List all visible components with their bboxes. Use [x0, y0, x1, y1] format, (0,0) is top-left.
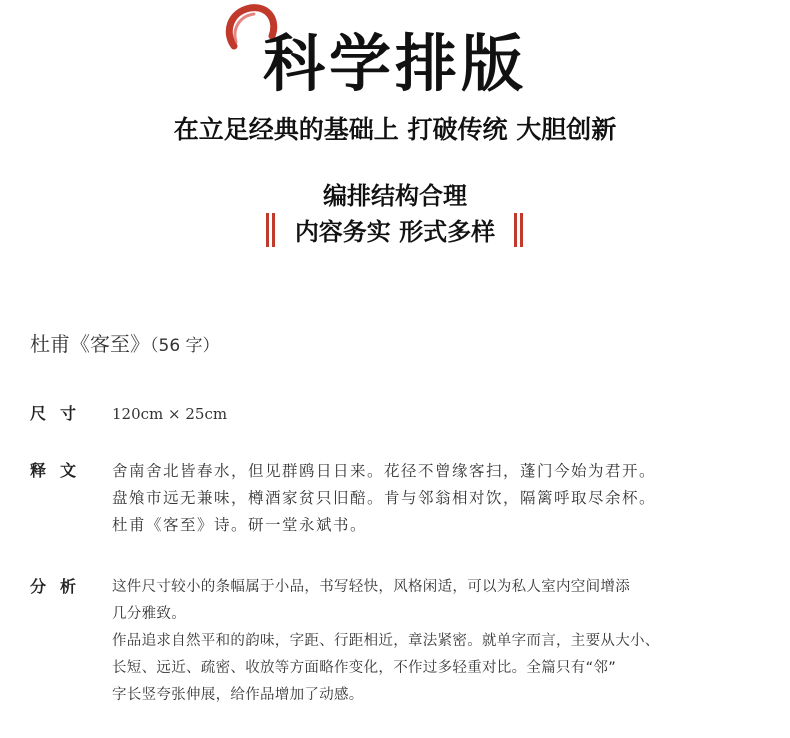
tagline-2: 内容务实 形式多样: [294, 217, 496, 246]
work-name: 杜甫《客至》: [30, 332, 150, 356]
transcription-line: 盘飧市远无兼味，樽酒家贫只旧醅。肯与邻翁相对饮，隔篱呼取尽余杯。: [112, 489, 657, 507]
size-value: 120cm × 25cm: [112, 405, 228, 423]
transcription-label: 释文: [30, 461, 91, 480]
char-count: （56 字）: [150, 336, 220, 356]
analysis-line: 长短、远近、疏密、收放等方面略作变化，不作过多轻重对比。全篇只有“邻”: [112, 660, 617, 676]
size-label: 尺寸: [30, 404, 91, 423]
page-subtitle: 在立足经典的基础上 打破传统 大胆创新: [173, 115, 617, 144]
transcription-line: 舍南舍北皆春水，但见群鸥日日来。花径不曾缘客扫，蓬门今始为君开。: [112, 462, 657, 480]
transcription-text: [112, 458, 772, 539]
right-double-bar: [514, 213, 524, 247]
page-title: 科学排版: [262, 27, 527, 100]
work-title: [30, 328, 220, 357]
analysis-line: 几分雅致。: [112, 606, 186, 622]
tagline-1: 编排结构合理: [323, 181, 467, 210]
header: [0, 0, 790, 260]
transcription-line: 杜甫《客至》诗。研一堂永斌书。: [112, 516, 368, 534]
analysis-label: 分析: [30, 577, 91, 596]
tagline-2-row: [0, 212, 790, 247]
left-double-bar: [266, 213, 276, 247]
analysis-line: 字长竖夸张伸展，给作品增加了动感。: [112, 687, 364, 703]
analysis-text: [112, 574, 772, 709]
analysis-line: 这件尺寸较小的条幅属于小品，书写轻快，风格闲适，可以为私人室内空间增添: [112, 579, 630, 595]
analysis-line: 作品追求自然平和的韵味，字距、行距相近，章法紧密。就单字而言，主要从大小、: [112, 633, 660, 649]
